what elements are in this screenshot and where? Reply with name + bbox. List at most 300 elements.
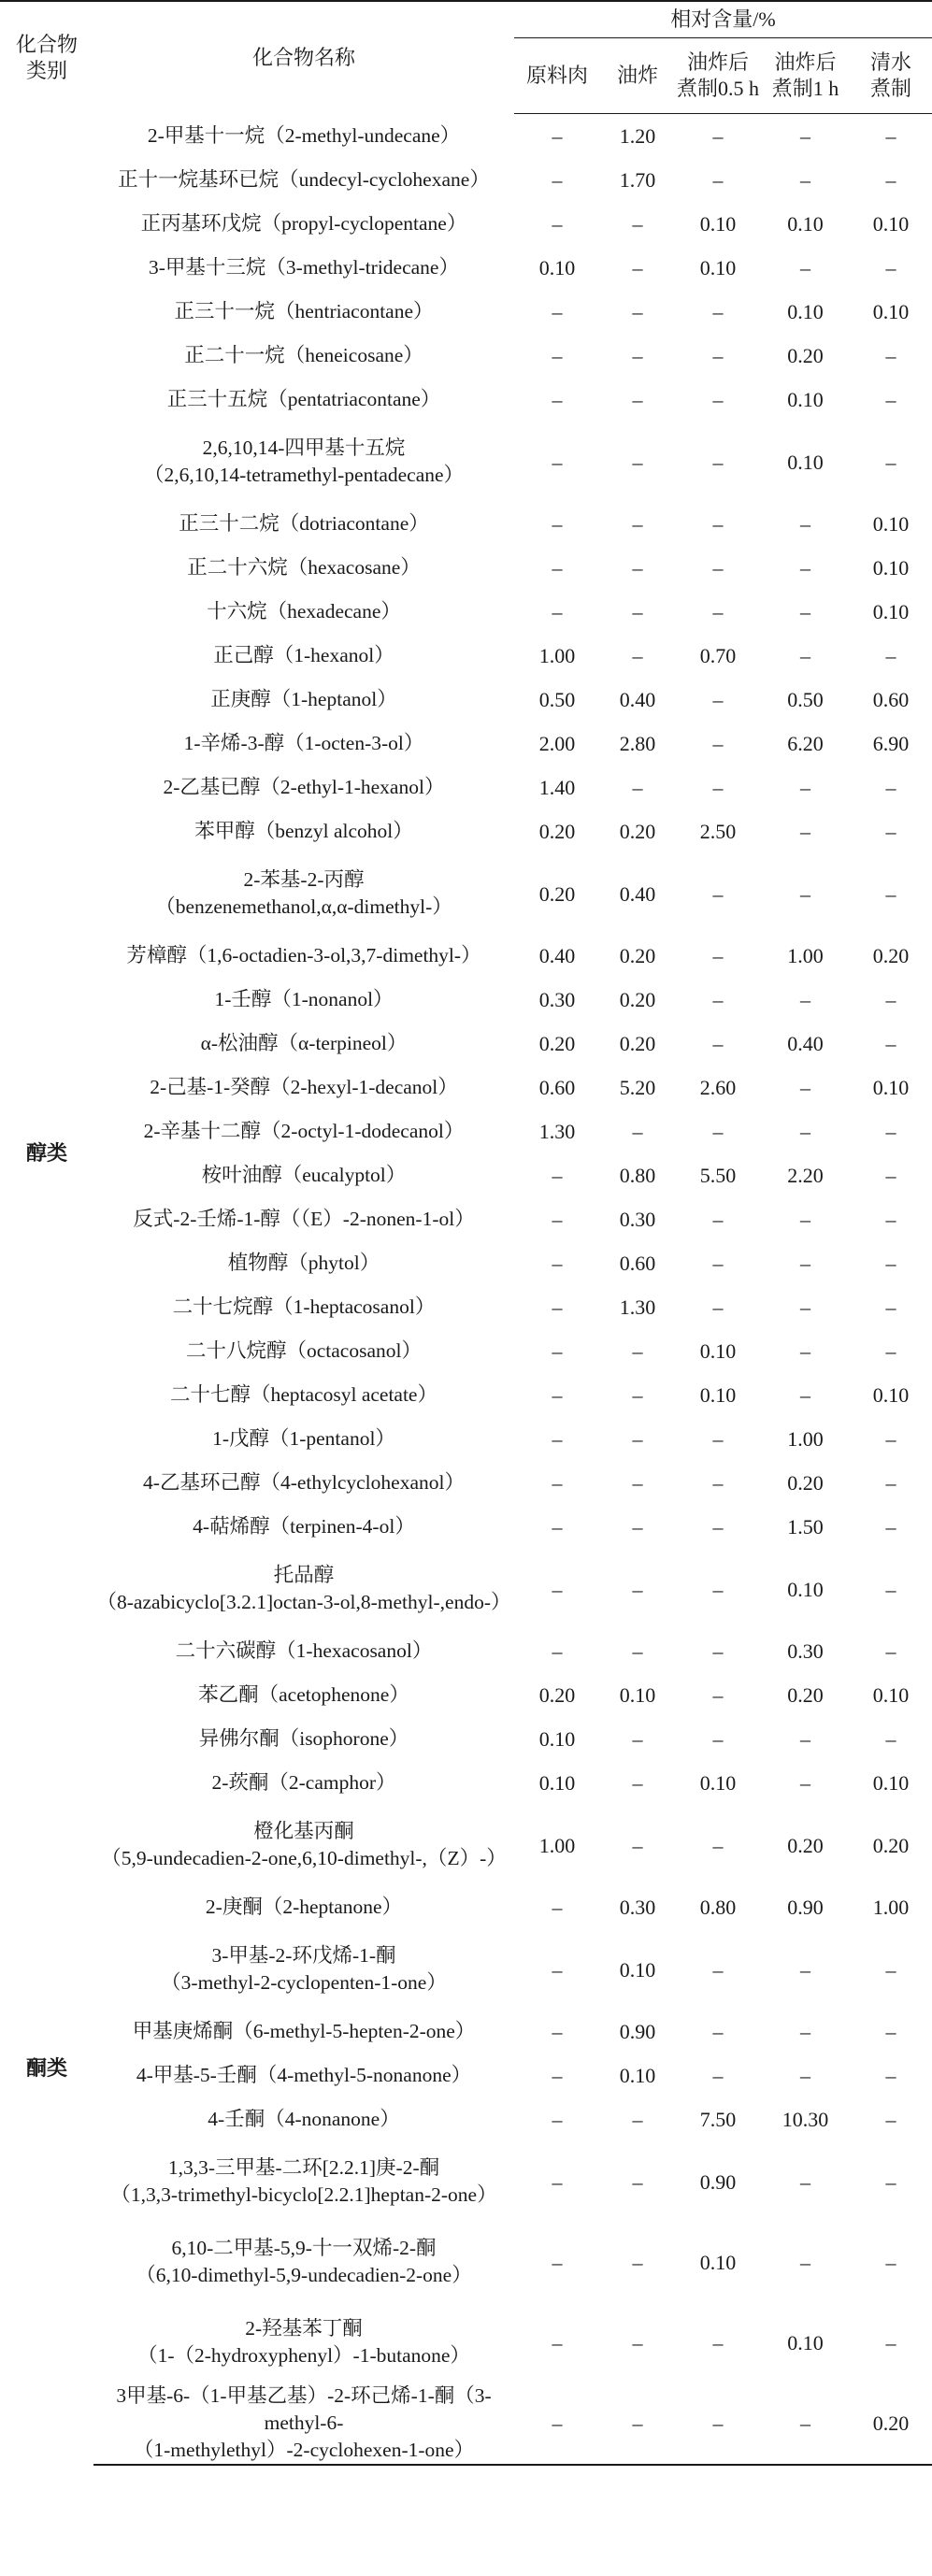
table-row: [0, 422, 932, 502]
content-value-cell: 0.20: [538, 1683, 576, 1707]
table-row: [0, 1505, 932, 1549]
content-value-cell: –: [632, 1727, 643, 1751]
compound-name-cell: [93, 290, 514, 334]
compound-name-cell: [93, 1929, 514, 2010]
compound-name-line: 桉叶油醇（eucalyptol）: [201, 1164, 407, 1186]
content-value-cell: 6.90: [872, 732, 910, 755]
content-value-cell: 0.10: [699, 1771, 737, 1795]
content-value-cell: 0.10: [699, 212, 737, 236]
content-value-cell: –: [552, 512, 563, 536]
content-value-cell: –: [800, 600, 810, 623]
table-row: [0, 2097, 932, 2141]
content-value-cell: –: [632, 1771, 643, 1795]
header-category: [0, 1, 93, 114]
table-row: [0, 1022, 932, 1066]
content-value-cell: 0.10: [872, 300, 910, 323]
content-value-cell: –: [800, 256, 810, 279]
content-value-cell: 0.10: [619, 1683, 656, 1707]
content-value-cell: –: [712, 1295, 724, 1319]
compound-name-line: 3-甲基-2-环戊烯-1-酮: [211, 1944, 396, 1967]
compound-name-line: 苯甲醇（benzyl alcohol）: [194, 820, 413, 842]
content-value-cell: 0.30: [619, 1208, 656, 1231]
content-value-cell: –: [885, 1164, 896, 1187]
content-value-cell: –: [800, 1295, 810, 1319]
content-value-cell: 2.20: [787, 1164, 824, 1187]
compound-name-cell: [93, 978, 514, 1022]
content-value-cell: 6.20: [787, 732, 824, 755]
content-value-cell: –: [800, 2169, 810, 2194]
table-row: [0, 1417, 932, 1461]
content-value-cell: –: [712, 344, 724, 367]
content-value-cell: 0.70: [699, 644, 737, 667]
content-value-cell: 0.40: [619, 688, 656, 711]
content-value-cell: –: [800, 2064, 810, 2087]
table-row: [0, 158, 932, 202]
content-value-cell: –: [800, 1208, 810, 1231]
table-row: [0, 334, 932, 378]
content-value-cell: –: [632, 1639, 643, 1663]
content-value-cell: –: [552, 1339, 563, 1363]
compound-name-line: （benzenemethanol,α,α-dimethyl-）: [155, 895, 452, 918]
table-row: [0, 678, 932, 722]
compound-name-cell: [93, 1153, 514, 1197]
compound-name-cell: [93, 1805, 514, 1885]
content-value-cell: –: [552, 1252, 563, 1275]
content-value-cell: 0.90: [619, 2020, 656, 2043]
content-value-cell: –: [552, 1295, 563, 1319]
content-value-cell: –: [885, 1120, 896, 1143]
content-value-cell: –: [632, 1471, 643, 1495]
compound-name-cell: [93, 1285, 514, 1329]
content-value-cell: –: [885, 1339, 896, 1363]
table-body: [0, 114, 932, 2466]
content-value-cell: –: [632, 776, 643, 799]
content-value-cell: 0.10: [872, 600, 910, 623]
compound-name-cell: [93, 1241, 514, 1285]
content-value-cell: 0.10: [538, 256, 576, 279]
compound-name-cell: [93, 202, 514, 246]
content-value-cell: –: [552, 388, 563, 411]
content-value-cell: 1.30: [538, 1120, 576, 1143]
content-value-cell: –: [712, 600, 724, 623]
table-row: [0, 2302, 932, 2383]
content-value-cell: –: [552, 556, 563, 580]
table-row: [0, 2222, 932, 2302]
table-row: [0, 1109, 932, 1153]
content-value-cell: –: [552, 450, 563, 474]
content-value-cell: 0.30: [538, 988, 576, 1011]
content-value-cell: –: [712, 450, 724, 474]
table-row: [0, 1929, 932, 2010]
content-value-cell: 1.20: [619, 124, 656, 148]
compound-name-line: 反式-2-壬烯-1-醇（（E）-2-nonen-1-ol）: [133, 1208, 475, 1230]
content-value-cell: –: [885, 1957, 896, 1982]
compound-name-cell: [93, 1885, 514, 1929]
content-value-cell: 0.10: [787, 300, 824, 323]
content-value-cell: 10.30: [781, 2108, 829, 2131]
compound-name-line: 正三十二烷（dotriacontane）: [179, 512, 429, 535]
compound-name-cell: [93, 422, 514, 502]
content-value-cell: 0.80: [619, 1164, 656, 1187]
content-value-cell: –: [632, 300, 643, 323]
table-row: [0, 853, 932, 934]
table-row: [0, 722, 932, 766]
content-value-cell: –: [712, 1427, 724, 1451]
compound-name-line: 正二十一烷（heneicosane）: [184, 344, 423, 366]
header-name: 化合物名称: [93, 1, 514, 114]
compound-name-cell: [93, 1629, 514, 1673]
content-value-cell: –: [712, 2064, 724, 2087]
content-value-cell: –: [552, 2330, 563, 2354]
compound-name-line: 正庚醇（1-heptanol）: [210, 688, 397, 710]
compound-name-line: 4-乙基环己醇（4-ethylcyclohexanol）: [143, 1471, 465, 1494]
content-value-cell: –: [712, 1639, 724, 1663]
content-value-cell: 0.10: [699, 256, 737, 279]
table-header: [0, 1, 932, 114]
category-cell: 酮类: [25, 2057, 67, 2081]
compound-name-cell: [93, 1549, 514, 1629]
content-value-cell: 2.60: [699, 1076, 737, 1099]
compound-name-cell: [93, 1022, 514, 1066]
content-value-cell: –: [552, 1427, 563, 1451]
content-value-cell: –: [552, 1471, 563, 1495]
compound-name-line: 2-甲基十一烷（2-methyl-undecane）: [147, 123, 461, 147]
content-value-cell: 0.10: [872, 556, 910, 580]
content-value-cell: –: [712, 1833, 724, 1857]
compound-name-line: 正三十一烷（hentriacontane）: [174, 300, 434, 322]
content-value-cell: 0.10: [787, 450, 824, 474]
content-value-cell: –: [552, 600, 563, 623]
content-value-cell: 0.80: [699, 1896, 737, 1919]
content-value-cell: –: [552, 2064, 563, 2087]
content-value-cell: –: [552, 212, 563, 236]
compound-name-line: 2-己基-1-癸醇（2-hexyl-1-decanol）: [150, 1076, 458, 1098]
header-category-text: 化合物 类别: [15, 32, 78, 82]
table-row: [0, 634, 932, 678]
compound-name-line: 正丙基环戊烷（propyl-cyclopentane）: [140, 212, 467, 235]
content-value-cell: 0.60: [619, 1252, 656, 1275]
compound-name-line: 6,10-二甲基-5,9-十一双烯-2-酮: [171, 2237, 437, 2259]
content-value-cell: –: [632, 2330, 643, 2354]
table-row: [0, 290, 932, 334]
content-value-cell: –: [712, 388, 724, 411]
header-col-fried-boiled-1h: [761, 38, 850, 114]
compound-name-line: 1-壬醇（1-nonanol）: [214, 988, 394, 1010]
compound-name-line: 十六烷（hexadecane）: [207, 600, 401, 623]
compound-name-line: 4-萜烯醇（terpinen-4-ol）: [193, 1515, 415, 1538]
content-value-cell: –: [712, 1252, 724, 1275]
content-value-cell: –: [712, 1032, 724, 1055]
content-value-cell: –: [632, 212, 643, 236]
content-value-cell: –: [712, 881, 724, 906]
content-value-cell: –: [552, 2020, 563, 2043]
content-value-cell: 0.10: [787, 388, 824, 411]
table-row: [0, 1197, 932, 1241]
compound-name-line: 植物醇（phytol）: [227, 1252, 380, 1274]
content-value-cell: 0.90: [787, 1896, 824, 1919]
content-value-cell: 0.10: [872, 212, 910, 236]
header-col-text: 油炸后 煮制1 h: [771, 50, 839, 100]
content-value-cell: –: [885, 1252, 896, 1275]
compound-name-cell: [93, 590, 514, 634]
content-value-cell: 1.00: [787, 944, 824, 967]
content-value-cell: –: [552, 1957, 563, 1982]
table-row: [0, 766, 932, 809]
content-value-cell: –: [632, 600, 643, 623]
content-value-cell: 0.10: [872, 1771, 910, 1795]
content-value-cell: –: [552, 2108, 563, 2131]
compound-name-cell: [93, 546, 514, 590]
content-value-cell: –: [800, 2020, 810, 2043]
content-value-cell: –: [712, 300, 724, 323]
content-value-cell: –: [800, 124, 810, 148]
content-value-cell: –: [800, 1120, 810, 1143]
compound-name-line: α-松油醇（α-terpineol）: [200, 1032, 408, 1054]
table-row: [0, 246, 932, 290]
content-value-cell: –: [885, 1515, 896, 1538]
content-value-cell: 0.10: [872, 1383, 910, 1407]
content-value-cell: –: [632, 1120, 643, 1143]
compound-name-cell: [93, 1417, 514, 1461]
content-value-cell: –: [600, 2383, 675, 2465]
content-value-cell: 0.50: [787, 688, 824, 711]
compound-name-cell: [93, 378, 514, 422]
content-value-cell: –: [712, 124, 724, 148]
content-value-cell: –: [885, 1471, 896, 1495]
content-value-cell: –: [800, 1252, 810, 1275]
compound-name-line: 1-辛烯-3-醇（1-octen-3-ol）: [183, 732, 424, 754]
compound-name-line: 1,3,3-三甲基-二环[2.2.1]庚-2-酮: [167, 2156, 440, 2179]
compound-name-cell: [93, 1717, 514, 1761]
content-value-cell: –: [712, 168, 724, 192]
content-value-cell: –: [552, 1383, 563, 1407]
compound-name-line: （5,9-undecadien-2-one,6,10-dimethyl-,（Z）-）: [101, 1847, 507, 1869]
content-value-cell: –: [552, 124, 563, 148]
content-value-cell: –: [712, 1208, 724, 1231]
table-row: [0, 378, 932, 422]
compound-name-line: 二十八烷醇（octacosanol）: [186, 1339, 422, 1362]
content-value-cell: 1.30: [619, 1295, 656, 1319]
content-value-cell: 2.80: [619, 732, 656, 755]
compound-name-cell: [93, 2054, 514, 2097]
table-row: [0, 1241, 932, 1285]
compound-name-cell: [93, 1329, 514, 1373]
content-value-cell: –: [885, 881, 896, 906]
table-row: [0, 1549, 932, 1629]
compound-name-line: 2-庚酮（2-heptanone）: [205, 1896, 403, 1918]
content-value-cell: 0.20: [619, 820, 656, 843]
compound-name-line: （3-methyl-2-cyclopenten-1-one）: [161, 1971, 447, 1994]
content-value-cell: –: [632, 2250, 643, 2274]
content-value-cell: 7.50: [699, 2108, 737, 2131]
compound-name-line: 4-甲基-5-壬酮（4-methyl-5-nonanone）: [136, 2064, 472, 2086]
content-value-cell: 0.20: [619, 944, 656, 967]
content-value-cell: 0.10: [619, 1957, 656, 1982]
compound-name-line: 2-辛基十二醇（2-octyl-1-dodecanol）: [143, 1120, 465, 1142]
content-value-cell: –: [712, 2020, 724, 2043]
content-value-cell: 0.60: [538, 1076, 576, 1099]
content-value-cell: –: [712, 776, 724, 799]
header-col-text: 油炸后 煮制0.5 h: [676, 50, 759, 100]
table-row: [0, 202, 932, 246]
content-value-cell: 0.10: [538, 1771, 576, 1795]
content-value-cell: –: [552, 1896, 563, 1919]
content-value-cell: –: [712, 1577, 724, 1601]
header-relative-content: 相对含量/%: [514, 1, 932, 38]
content-value-cell: 0.10: [787, 212, 824, 236]
content-value-cell: 1.00: [787, 1427, 824, 1451]
compound-name-cell: [93, 1673, 514, 1717]
compound-name-cell: [93, 1373, 514, 1417]
content-value-cell: –: [712, 1120, 724, 1143]
content-value-cell: –: [632, 1383, 643, 1407]
compound-name-line: （1-（2-hydroxyphenyl）-1-butanone）: [137, 2344, 470, 2367]
content-value-cell: 0.30: [787, 1639, 824, 1663]
content-value-cell: 2.00: [538, 732, 576, 755]
content-value-cell: –: [632, 450, 643, 474]
table-row: [0, 1153, 932, 1197]
content-value-cell: –: [800, 820, 810, 843]
compound-name-line: 2-苯基-2-丙醇: [243, 868, 365, 891]
content-value-cell: 0.20: [538, 820, 576, 843]
content-value-cell: 5.50: [699, 1164, 737, 1187]
content-value-cell: –: [885, 1295, 896, 1319]
content-value-cell: –: [712, 732, 724, 755]
content-value-cell: –: [632, 2108, 643, 2131]
compound-name-cell: [93, 2302, 514, 2383]
compound-name-line: 3-甲基十三烷（3-methyl-tridecane）: [149, 256, 459, 279]
content-value-cell: 0.10: [872, 1076, 910, 1099]
content-value-cell: –: [552, 1208, 563, 1231]
content-value-cell: –: [552, 344, 563, 367]
compound-name-line: 芳樟醇（1,6-octadien-3-ol,3,7-dimethyl-）: [126, 944, 481, 966]
compound-name-cell: [93, 2222, 514, 2302]
compound-name-cell: [93, 1505, 514, 1549]
content-value-cell: –: [885, 256, 896, 279]
content-value-cell: –: [885, 820, 896, 843]
content-value-cell: –: [632, 512, 643, 536]
content-value-cell: 0.10: [538, 1727, 576, 1751]
header-col-text: 油炸: [616, 64, 658, 87]
content-value-cell: –: [800, 776, 810, 799]
content-value-cell: –: [800, 1771, 810, 1795]
category-cell: [0, 114, 93, 635]
header-col-fried: [600, 38, 675, 114]
table-row: [0, 934, 932, 978]
content-value-cell: 0.10: [699, 1339, 737, 1363]
content-value-cell: –: [885, 1577, 896, 1601]
compound-name-cell: [93, 246, 514, 290]
content-value-cell: –: [885, 988, 896, 1011]
compound-name-line: （2,6,10,14-tetramethyl-pentadecane）: [143, 464, 465, 486]
compound-name-cell: [93, 2097, 514, 2141]
content-value-cell: –: [800, 168, 810, 192]
table-row: [0, 114, 932, 159]
content-value-cell: 0.40: [619, 881, 656, 906]
content-value-cell: –: [885, 1427, 896, 1451]
compound-name-line: （1-methylethyl）-2-cyclohexen-1-one）: [133, 2439, 475, 2461]
content-value-cell: –: [552, 2169, 563, 2194]
compound-name-line: 4-壬酮（4-nonanone）: [208, 2108, 400, 2130]
content-value-cell: 0.10: [699, 1383, 737, 1407]
table-row: [0, 546, 932, 590]
compound-name-line: 2-莰酮（2-camphor）: [211, 1771, 396, 1794]
compound-name-line: （8-azabicyclo[3.2.1]octan-3-ol,8-methyl-,endo-）: [96, 1591, 511, 1613]
compound-name-line: 二十七烷醇（1-heptacosanol）: [172, 1295, 436, 1318]
compound-name-line: 正三十五烷（pentatriacontane）: [166, 388, 441, 410]
content-value-cell: –: [885, 2330, 896, 2354]
content-value-cell: –: [552, 1577, 563, 1601]
content-value-cell: –: [712, 512, 724, 536]
content-value-cell: 0.20: [850, 2383, 932, 2465]
compound-name-cell: [93, 634, 514, 678]
content-value-cell: 0.40: [787, 1032, 824, 1055]
compound-name-cell: [93, 334, 514, 378]
compound-name-line: 异佛尔酮（isophorone）: [198, 1727, 409, 1750]
content-value-cell: –: [632, 1577, 643, 1601]
content-value-cell: –: [632, 2169, 643, 2194]
header-col-water-boiled: [850, 38, 932, 114]
content-value-cell: –: [632, 1833, 643, 1857]
content-value-cell: –: [632, 556, 643, 580]
content-value-cell: –: [552, 1639, 563, 1663]
content-value-cell: –: [800, 1076, 810, 1099]
content-value-cell: –: [712, 988, 724, 1011]
content-value-cell: –: [800, 881, 810, 906]
content-value-cell: 0.20: [619, 1032, 656, 1055]
content-value-cell: –: [632, 344, 643, 367]
content-value-cell: 0.20: [787, 1471, 824, 1495]
compound-name-line: 2-羟基苯丁酮: [245, 2317, 363, 2340]
compound-name-cell: [93, 766, 514, 809]
table-row: [0, 809, 932, 853]
content-value-cell: –: [712, 1727, 724, 1751]
content-value-cell: 0.20: [787, 1833, 824, 1857]
compound-name-line: 正二十六烷（hexacosane）: [187, 556, 421, 579]
content-value-cell: –: [632, 1427, 643, 1451]
compound-name-cell: [93, 853, 514, 934]
compound-name-cell: [93, 502, 514, 546]
table-row: [0, 2383, 932, 2465]
content-value-cell: –: [712, 688, 724, 711]
content-value-cell: –: [885, 1639, 896, 1663]
compound-name-line: 3甲基-6-（1-甲基乙基）-2-环己烯-1-酮（3-methyl-6-: [116, 2384, 492, 2434]
content-value-cell: 0.10: [872, 1683, 910, 1707]
content-value-cell: –: [885, 2108, 896, 2131]
content-value-cell: 0.20: [787, 1683, 824, 1707]
content-value-cell: –: [800, 988, 810, 1011]
content-value-cell: –: [712, 944, 724, 967]
compound-name-line: 1-戊醇（1-pentanol）: [212, 1427, 395, 1450]
content-value-cell: 0.20: [538, 1032, 576, 1055]
compound-name-cell: [93, 1461, 514, 1505]
compound-name-line: （1,3,3-trimethyl-bicyclo[2.2.1]heptan-2-one）: [110, 2183, 497, 2206]
compound-name-line: 2,6,10,14-四甲基十五烷: [202, 436, 406, 459]
compound-name-cell: [93, 809, 514, 853]
table-row: [0, 1805, 932, 1885]
table-row: [0, 1629, 932, 1673]
compound-name-cell: [93, 1109, 514, 1153]
table-row: [0, 2010, 932, 2054]
content-value-cell: 2.50: [699, 820, 737, 843]
content-value-cell: –: [712, 1957, 724, 1982]
header-col-text: 原料肉: [525, 64, 588, 87]
content-value-cell: –: [514, 2383, 600, 2465]
table-row: [0, 1761, 932, 1805]
content-value-cell: –: [632, 1515, 643, 1538]
content-value-cell: –: [632, 1339, 643, 1363]
content-value-cell: –: [885, 1032, 896, 1055]
